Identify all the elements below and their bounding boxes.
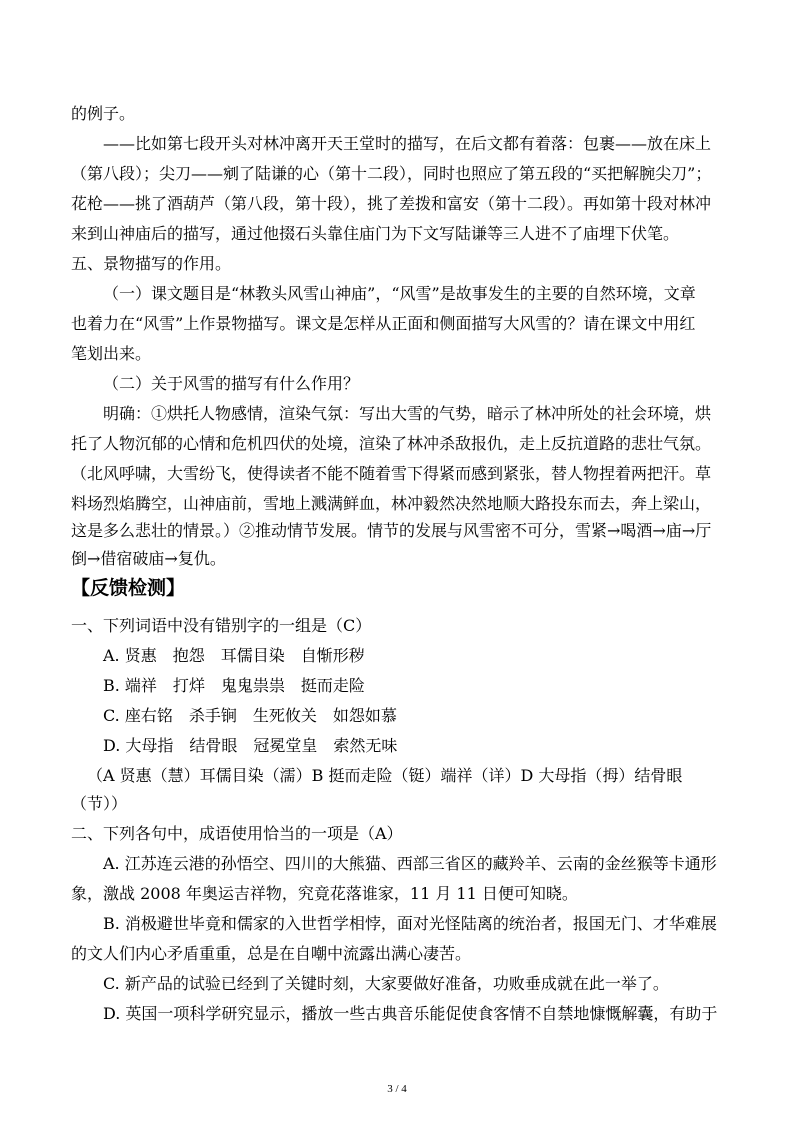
option-c: C. 新产品的试验已经到了关键时刻，大家要做好准备，功败垂成就在此一举了。 [103, 974, 669, 993]
option-b: B. 消极避世毕竟和儒家的入世哲学相悖，面对光怪陆离的统治者，报国无门、才华难展 [103, 914, 717, 933]
text-line: 笔划出来。 [71, 344, 152, 363]
answer-note: （A 贤惠（慧）耳儒目染（濡）B 挺而走险（铤）端祥（详）D 大母指（拇）结骨眼 [87, 766, 683, 785]
text-line: 托了人物沉郁的心情和危机四伏的处境，渲染了林冲杀敌报仇，走上反抗道路的悲壮气氛。 [71, 434, 712, 453]
question-1: 一、下列词语中没有错别字的一组是（C） [71, 616, 372, 635]
text-line: 也着力在“风雪”上作景物描写。课文是怎样从正面和侧面描写大风雪的？请在课文中用红 [71, 314, 696, 333]
text-line: 料场烈焰腾空，山神庙前，雪地上溅满鲜血，林冲毅然决然地顺大路投东而去，奔上梁山， [71, 494, 712, 513]
text-line: 的例子。 [71, 104, 136, 123]
question-2: 二、下列各句中，成语使用恰当的一项是（A） [71, 824, 403, 843]
text-line: 明确：①烘托人物感情，渲染气氛：写出大雪的气势，暗示了林冲所处的社会环境，烘 [103, 404, 712, 423]
text-line: ——比如第七段开头对林冲离开天王堂时的描写，在后文都有着落：包裹——放在床上 [103, 134, 712, 153]
text-line: 象，激战 2008 年奥运吉祥物，究竟花落谁家，11 月 11 日便可知晓。 [71, 884, 578, 903]
option-b: B. 端祥 打烊 鬼鬼祟祟 挺而走险 [103, 676, 365, 695]
page-number: 3 / 4 [387, 1083, 407, 1095]
section-heading: 五、景物描写的作用。 [71, 254, 232, 273]
option-a: A. 江苏连云港的孙悟空、四川的大熊猫、西部三省区的藏羚羊、云南的金丝猴等卡通形 [103, 854, 717, 873]
option-a: A. 贤惠 抱怨 耳儒目染 自惭形秽 [103, 646, 365, 665]
option-d: D. 大母指 结骨眼 冠冕堂皇 索然无味 [103, 736, 398, 755]
option-c: C. 座右铭 杀手锏 生死攸关 如怨如慕 [103, 706, 397, 725]
text-line: （二）关于风雪的描写有什么作用？ [103, 374, 360, 393]
text-line: 这是多么悲壮的情景。）②推动情节发展。情节的发展与风雪密不可分，雪紧→喝酒→庙→厅 [71, 521, 712, 540]
text-line: （北风呼啸，大雪纷飞，使得读者不能不随着雪下得紧而感到紧张，替人物捏着两把汗。草 [71, 464, 712, 483]
text-line: 花枪——挑了酒葫芦（第八段，第十段），挑了差拨和富安（第十二段）。再如第十段对林冲 [71, 194, 712, 213]
text-line: 的文人们内心矛盾重重，总是在自嘲中流露出满心凄苦。 [71, 944, 472, 963]
text-line: （第八段）；尖刀——剜了陆谦的心（第十二段），同时也照应了第五段的“买把解腕尖刀”； [71, 164, 712, 183]
feedback-heading: 【反馈检测】 [71, 577, 186, 599]
text-line: 倒→借宿破庙→复仇。 [71, 549, 226, 568]
option-d: D. 英国一项科学研究显示，播放一些古典音乐能促使食客情不自禁地慷慨解囊，有助于 [103, 1004, 718, 1023]
answer-note-cont: （节）） [71, 794, 128, 813]
text-line: 来到山神庙后的描写，通过他掇石头靠住庙门为下文写陆谦等三人进不了庙埋下伏笔。 [71, 224, 680, 243]
text-line: （一）课文题目是“林教头风雪山神庙”，“风雪”是故事发生的主要的自然环境，文章 [103, 284, 696, 303]
